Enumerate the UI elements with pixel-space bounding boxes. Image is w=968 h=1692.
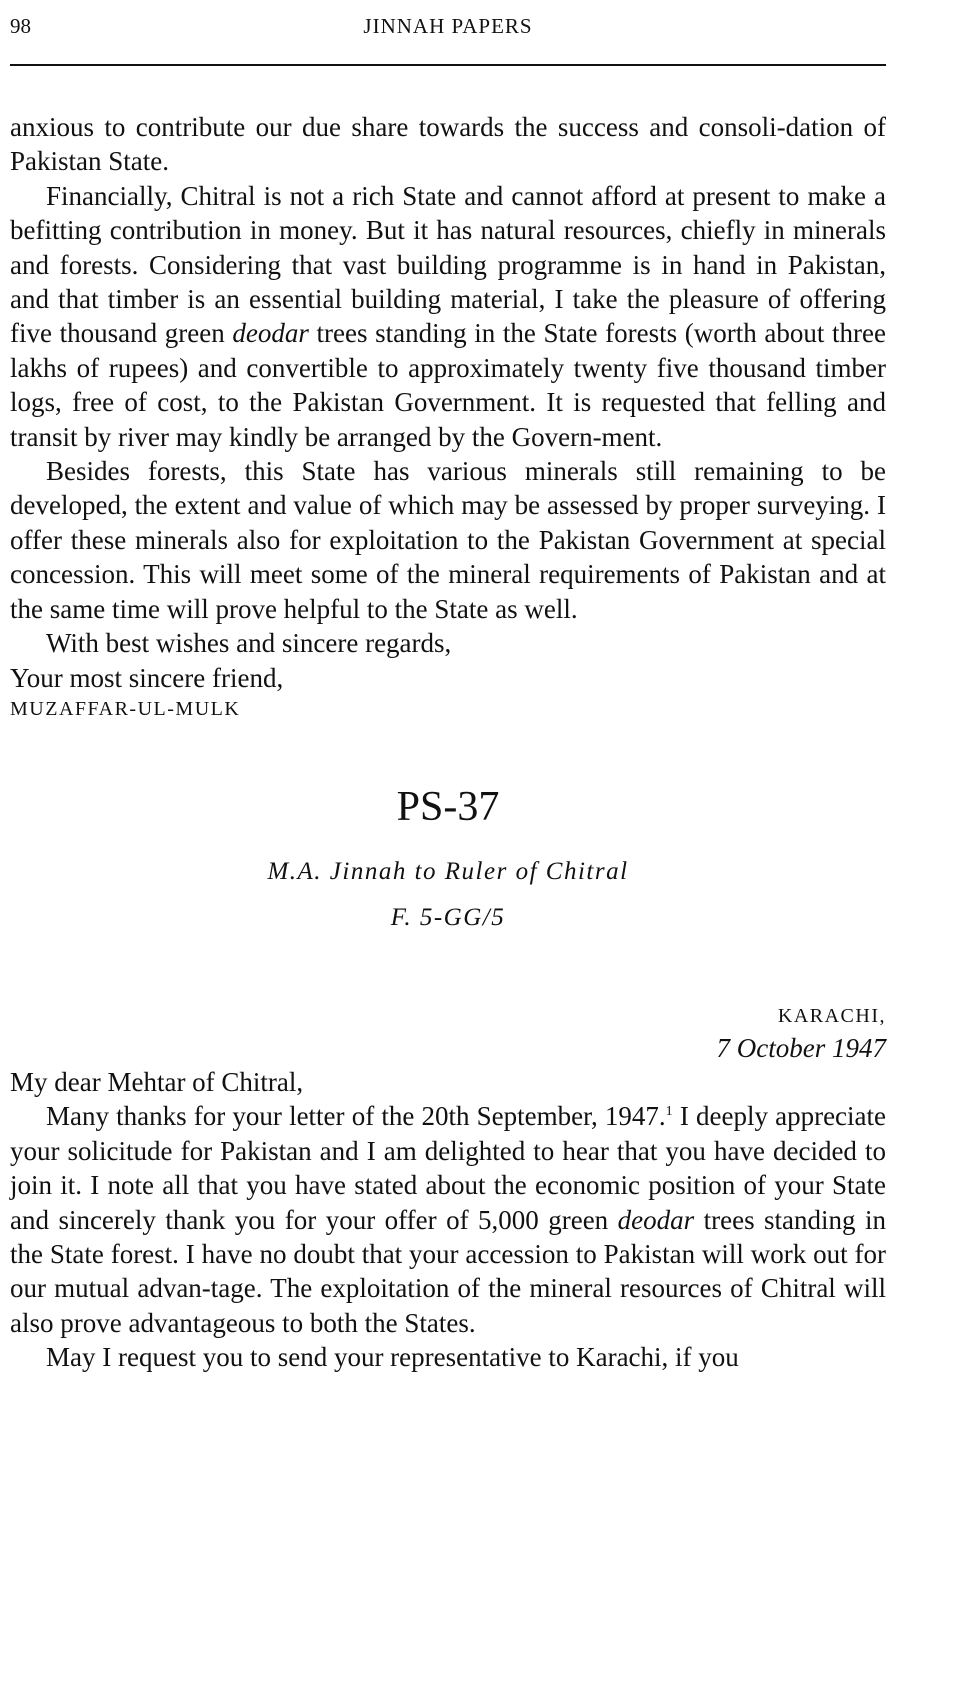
italic-term: deodar: [232, 318, 309, 349]
letter2-paragraph-main: Many thanks for your letter of the 20th September, 1947.$^1$ I deeply appreciate your solicitude for Pakistan and I am delighted to hear that you have decided to join it. I note all that you have stated about the economic position of your State and sincerely thank you for your offer of 5,000 green deodar trees standing in the State forest. I have no doubt that your accession to Pakistan will work out for our mutual advan-tage. The exploitation of the mineral resources of Chitral will also prove advantageous to both the States.: [10, 1101, 887, 1338]
footnote-marker: 1: [665, 1104, 673, 1120]
page-number: 98: [10, 14, 31, 38]
letter2-paragraph-request: May I request you to send your representative to Karachi, if you: [46, 1342, 739, 1373]
page-body: [10, 110, 886, 1375]
letter1-paragraph-minerals: Besides forests, this State has various minerals still remaining to be developed, the extent and value of which may be assessed by proper surveying. I offer these minerals also for exploitation to the Pakistan Government at special concession. This will meet some of the mineral requirements of Pakistan and at the same time will prove helpful to the State as well.: [10, 456, 886, 624]
letter2-place: KARACHI,: [777, 1004, 886, 1027]
letter2-date: 7 October 1947: [716, 1032, 886, 1063]
header-rule: [10, 64, 886, 66]
letter1-valediction: Your most sincere friend,: [10, 662, 284, 693]
letter1-paragraph-forests: Financially, Chitral is not a rich State and cannot afford at present to make a befitting contribution in money. But it has natural resources, chiefly in minerals and forests. Considering that vast building programme is in hand in Pakistan, and that timber is an essential building material, I take the pleasure of offering five thousand green deodar trees standing in the State forests (worth about three lakhs of rupees) and convertible to approximately twenty five thousand timber logs, free of cost, to the Pakistan Government. It is requested that felling and transit by river may kindly be arranged by the Govern-ment.: [10, 180, 886, 452]
letter2-salutation: My dear Mehtar of Chitral,: [10, 1066, 304, 1097]
letter1-closing: With best wishes and sincere regards,: [46, 628, 452, 659]
letter1-signatory: MUZAFFAR-UL-MULK: [10, 697, 241, 720]
document-title: M.A. Jinnah to Ruler of Chitral: [267, 857, 629, 885]
file-reference: F. 5-GG/5: [390, 903, 506, 931]
running-head: JINNAH PAPERS: [363, 14, 533, 38]
italic-term: deodar: [617, 1204, 695, 1235]
letter1-paragraph-continued: anxious to contribute our due share towards the success and consoli-dation of Pakistan State.: [10, 112, 886, 177]
page-header: [10, 14, 886, 54]
document-number: PS-37: [396, 783, 500, 830]
